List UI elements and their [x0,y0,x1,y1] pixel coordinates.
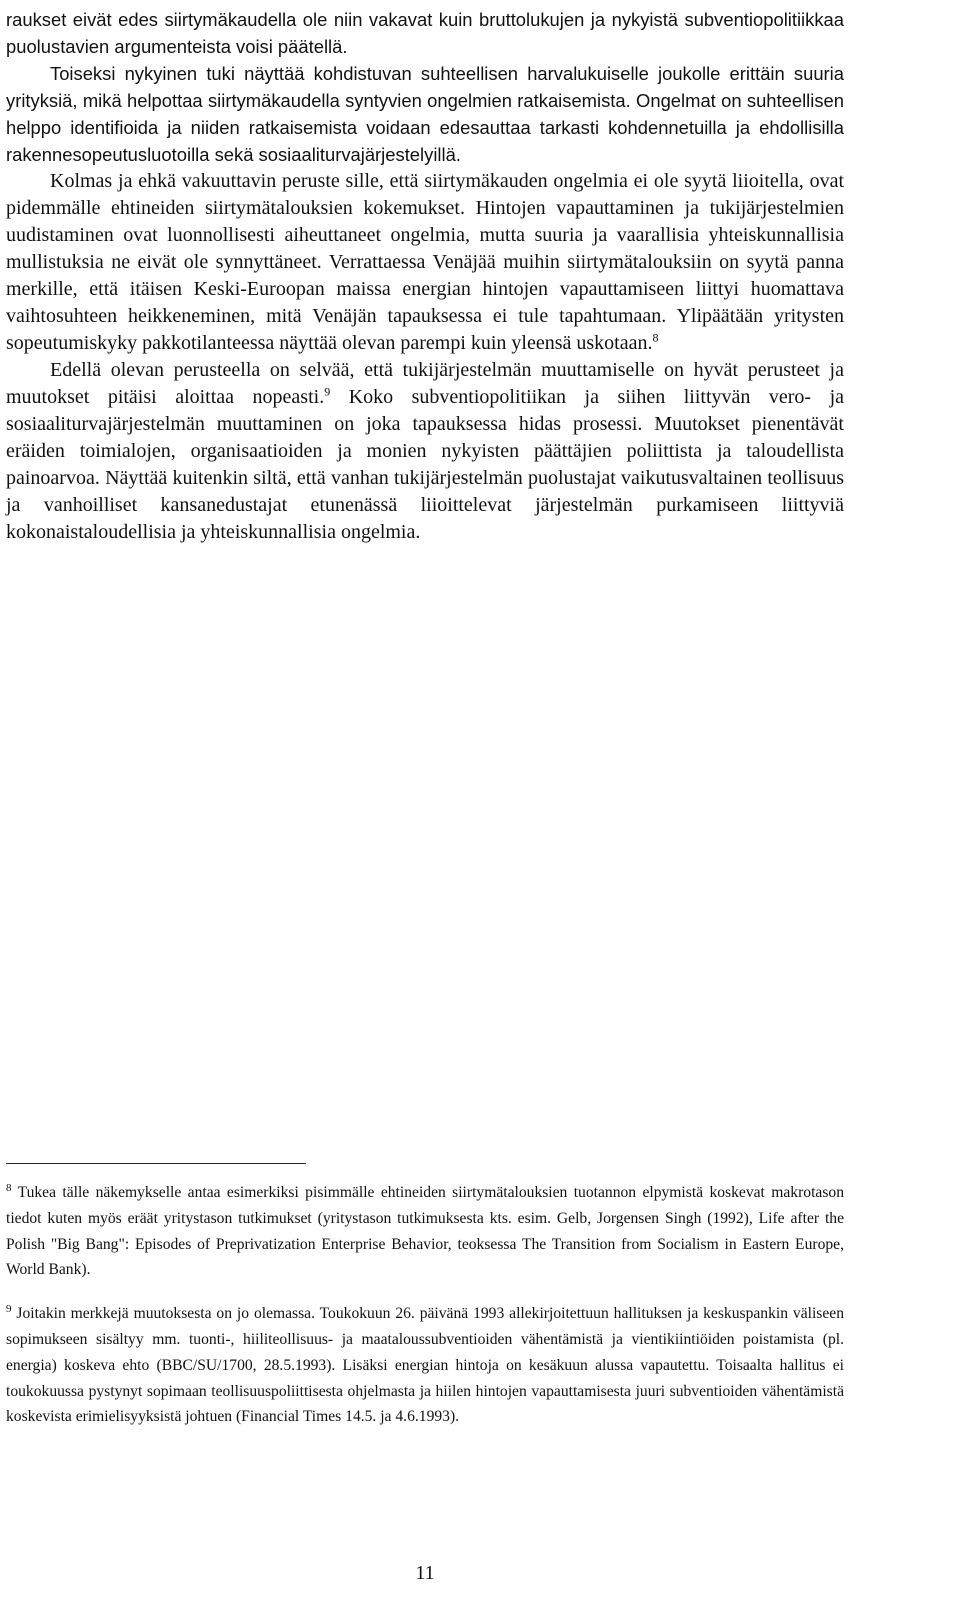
footnote-ref-8: 8 [652,330,659,345]
footnote-8-text: Tukea tälle näkemykselle antaa esimerkiksi pisimmälle ehtineiden siirtymätalouksien tuotannon elpymistä koskevat makrotason tiedot kuten myös eräät yritystason tutkimukset (yritystason tutkimuksesta kts. esim. Gelb, Jorgensen Singh (1992), Life after the Polish "Big Bang": Episodes of Preprivatization Enterprise Behavior, teoksessa The Transition from Socialism in Eastern Europe, World Bank). [6,1184,844,1279]
paragraph-3-serif-text: Hintojen vapauttaminen ja tukijärjestelmien uudistaminen ovat luonnollisesti aiheuttaneet ongelmia, mutta suuria ja vaarallisia yhteiskunnallisia mullistuksia ne eivät ole synnyttäneet. Verrattaessa Venäjää muihin siirtymätalouksiin on syytä panna merkille, että itäisen Keski-Euroopan maissa energian hintojen vapauttamiseen liittyi huomattava vaihtosuhteen heikkeneminen, mitä Venäjän tapauksessa ei tule tapahtumaan. Ylipäätään yritysten sopeutumiskyky pakkotilanteessa näyttää olevan parempi kuin yleensä uskotaan. [6,197,845,354]
footnote-8 [6,1180,844,1283]
footnote-divider [6,1163,306,1164]
paragraph-1 [6,6,844,60]
page-number: 11 [415,1562,435,1584]
footnote-9-text: Joitakin merkkejä muutoksesta on jo olemassa. Toukokuun 26. päivänä 1993 allekirjoitettuun hallituksen ja keskuspankin väliseen sopimukseen sisältyy mm. tuonti-, hiiliteollisuus- ja maataloussubventioiden vähentämistä ja vientikiintiöiden poistamista (pl. energia) koskeva ehto (BBC/SU/1700, 28.5.1993). Lisäksi energian hintoja on kesäkuun alussa vapautettu. Toisaalta hallitus ei toukokuussa pystynyt sopimaan teollisuuspoliittisesta ohjelmasta ja hiilen hintojen vapauttamisesta juuri subventioiden vähentämistä koskevista erimielisyyksistä johtuen (Financial Times 14.5. ja 4.6.1993). [6,1305,845,1426]
paragraph-4-text-after: Koko subventiopolitiikan ja siihen liittyvän vero- ja sosiaaliturvajärjestelmän muuttaminen on joka tapauksessa hidas prosessi. Muutokset pienentävät eräiden toimialojen, organisaatioiden ja monien nykyisten päättäjien poliittista ja taloudellista painoarvoa. Näyttää kuitenkin siltä, että vanhan tukijärjestelmän puolustajat vaikutusvaltainen teollisuus ja vanhoilliset kansanedustajat etunenässä liioittelevat järjestelmän purkamiseen liittyviä kokonaistaloudellisia ja yhteiskunnallisia ongelmia. [6,386,845,543]
paragraph-4-text-before: Edellä olevan perusteella on selvää, että tukijärjestelmän muuttamiselle on hyvät perusteet ja muutokset pitäisi aloittaa nopeasti. [6,359,844,408]
footnote-9-mark: 9 [6,1303,12,1315]
paragraph-4 [6,357,844,546]
footnote-8-mark: 8 [6,1181,12,1194]
paragraph-2 [6,60,844,168]
footnotes [6,1180,844,1448]
footnote-9 [6,1301,844,1430]
paragraph-2-text: Toiseksi nykyinen tuki näyttää kohdistuvan suhteellisen harvalukuiselle joukolle erittäin suuria yrityksiä, mikä helpottaa siirtymäkaudella syntyvien ongelmien ratkaisemista. Ongelmat on suhteellisen helppo identifioida ja niiden ratkaisemista voidaan edesauttaa tarkasti kohdennetuilla ja ehdollisilla rakennesopeutusluotoilla sekä sosiaaliturvajärjestelyillä. [6,63,844,165]
main-text [6,6,844,546]
paragraph-1-text: raukset eivät edes siirtymäkaudella ole niin vakavat kuin bruttolukujen ja nykyistä subventiopolitiikkaa puolustavien argumenteista voisi päätellä. [6,9,844,57]
paragraph-3-sans-text: Kolmas ja ehkä vakuuttavin peruste sille, että siirtymäkauden ongelmia ei ole syytä liioitella, ovat pidemmälle ehtineiden siirtymätalouksien kokemukset. [6,170,844,219]
paragraph-3 [6,168,844,357]
footnote-ref-9: 9 [324,384,331,399]
